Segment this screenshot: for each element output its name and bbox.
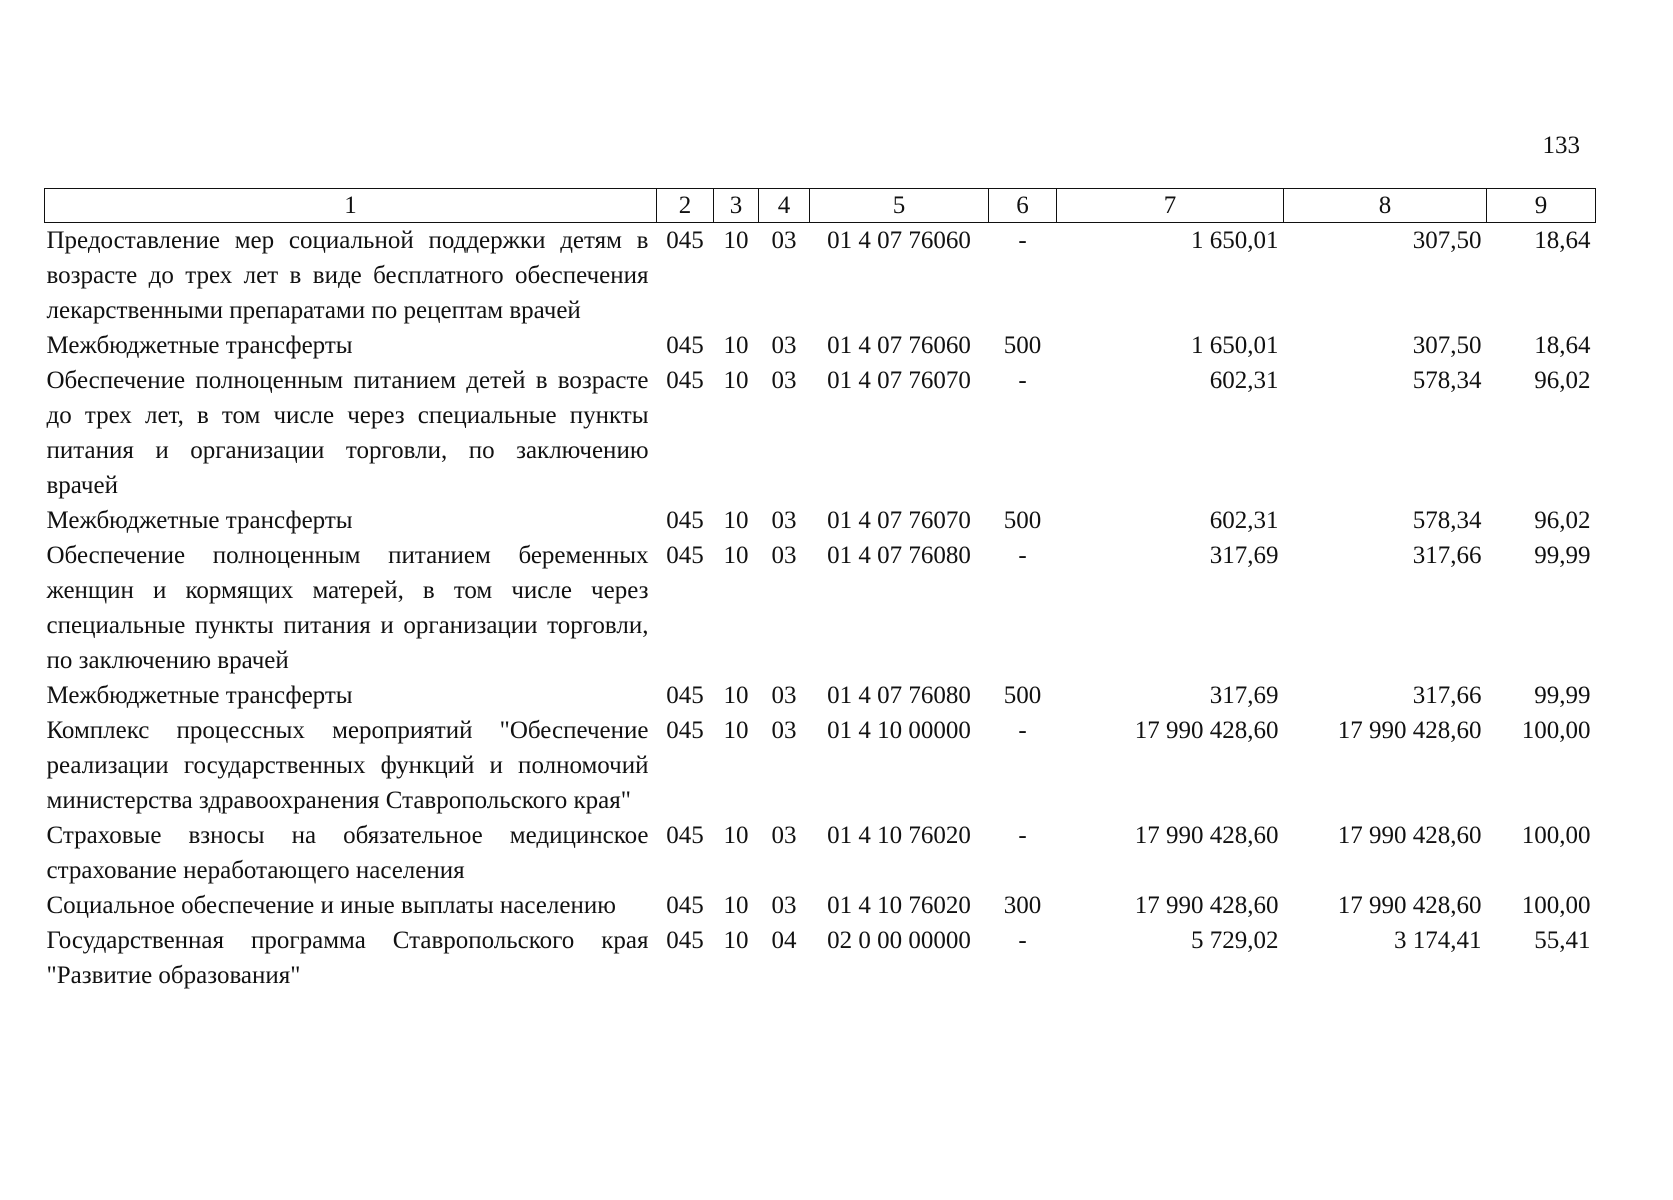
item-name-cell: Предоставление мер социальной поддержки детям в возрасте до трех лет в виде бесплатного обеспечения лекарственными препаратами по рецептам врачей bbox=[46, 227, 649, 324]
percent-cell: 99,99 bbox=[1534, 542, 1591, 569]
actual-amount-cell: 307,50 bbox=[1412, 332, 1482, 359]
item-name-cell: Межбюджетные трансферты bbox=[46, 332, 353, 359]
plan-amount-cell: 17 990 428,60 bbox=[1134, 892, 1279, 919]
actual-amount-cell: 17 990 428,60 bbox=[1337, 822, 1482, 849]
target-article-cell: 01 4 07 76060 bbox=[827, 227, 971, 254]
subsection-cell: 03 bbox=[771, 507, 797, 534]
expense-type-cell: 500 bbox=[1003, 507, 1042, 534]
code-cell: 045 bbox=[666, 927, 704, 954]
subsection-cell: 03 bbox=[771, 682, 797, 709]
section-cell: 10 bbox=[723, 542, 749, 569]
code-cell: 045 bbox=[666, 367, 704, 394]
target-article-cell: 01 4 07 76080 bbox=[827, 682, 971, 709]
percent-cell: 100,00 bbox=[1521, 892, 1591, 919]
item-name-cell: Комплекс процессных мероприятий "Обеспечение реализации государственных функций и полномочий министерства здравоохранения Ставропольского края" bbox=[46, 717, 649, 814]
budget-table bbox=[44, 188, 1596, 993]
percent-cell: 18,64 bbox=[1534, 332, 1591, 359]
code-cell: 045 bbox=[666, 682, 704, 709]
column-header: 5 bbox=[810, 189, 989, 223]
percent-cell: 99,99 bbox=[1534, 682, 1591, 709]
column-header: 7 bbox=[1057, 189, 1284, 223]
table-row bbox=[45, 363, 1596, 503]
header-row bbox=[45, 189, 1596, 223]
plan-amount-cell: 317,69 bbox=[1209, 682, 1279, 709]
subsection-cell: 04 bbox=[771, 927, 797, 954]
table-row bbox=[45, 538, 1596, 678]
subsection-cell: 03 bbox=[771, 367, 797, 394]
table-row bbox=[45, 223, 1596, 329]
code-cell: 045 bbox=[666, 892, 704, 919]
actual-amount-cell: 317,66 bbox=[1412, 682, 1482, 709]
subsection-cell: 03 bbox=[771, 892, 797, 919]
table-row bbox=[45, 678, 1596, 713]
item-name-cell: Страховые взносы на обязательное медицинское страхование неработающего населения bbox=[46, 822, 649, 884]
percent-cell: 100,00 bbox=[1521, 717, 1591, 744]
column-header: 8 bbox=[1284, 189, 1487, 223]
section-cell: 10 bbox=[723, 507, 749, 534]
column-header: 6 bbox=[989, 189, 1057, 223]
section-cell: 10 bbox=[723, 717, 749, 744]
code-cell: 045 bbox=[666, 822, 704, 849]
percent-cell: 96,02 bbox=[1534, 507, 1591, 534]
column-header: 4 bbox=[759, 189, 810, 223]
actual-amount-cell: 317,66 bbox=[1412, 542, 1482, 569]
table-row bbox=[45, 713, 1596, 818]
actual-amount-cell: 578,34 bbox=[1412, 367, 1482, 394]
column-header: 2 bbox=[657, 189, 714, 223]
plan-amount-cell: 1 650,01 bbox=[1191, 332, 1279, 359]
item-name-cell: Межбюджетные трансферты bbox=[46, 682, 353, 709]
section-cell: 10 bbox=[723, 227, 749, 254]
target-article-cell: 01 4 07 76070 bbox=[827, 507, 971, 534]
target-article-cell: 01 4 07 76080 bbox=[827, 542, 971, 569]
actual-amount-cell: 17 990 428,60 bbox=[1337, 717, 1482, 744]
expense-type-cell: - bbox=[1018, 542, 1027, 569]
target-article-cell: 01 4 07 76070 bbox=[827, 367, 971, 394]
expense-type-cell: - bbox=[1018, 227, 1027, 254]
code-cell: 045 bbox=[666, 717, 704, 744]
actual-amount-cell: 17 990 428,60 bbox=[1337, 892, 1482, 919]
table-body bbox=[45, 223, 1596, 994]
expense-type-cell: 500 bbox=[1003, 682, 1042, 709]
target-article-cell: 01 4 10 00000 bbox=[827, 717, 971, 744]
subsection-cell: 03 bbox=[771, 717, 797, 744]
section-cell: 10 bbox=[723, 682, 749, 709]
column-header: 3 bbox=[714, 189, 759, 223]
section-cell: 10 bbox=[723, 367, 749, 394]
section-cell: 10 bbox=[723, 892, 749, 919]
table-row bbox=[45, 503, 1596, 538]
section-cell: 10 bbox=[723, 822, 749, 849]
expense-type-cell: - bbox=[1018, 367, 1027, 394]
actual-amount-cell: 307,50 bbox=[1412, 227, 1482, 254]
table-row bbox=[45, 888, 1596, 923]
page-number: 133 bbox=[1542, 132, 1580, 159]
plan-amount-cell: 17 990 428,60 bbox=[1134, 822, 1279, 849]
plan-amount-cell: 1 650,01 bbox=[1191, 227, 1279, 254]
code-cell: 045 bbox=[666, 332, 704, 359]
target-article-cell: 01 4 10 76020 bbox=[827, 822, 971, 849]
section-cell: 10 bbox=[723, 927, 749, 954]
plan-amount-cell: 5 729,02 bbox=[1191, 927, 1279, 954]
target-article-cell: 01 4 07 76060 bbox=[827, 332, 971, 359]
item-name-cell: Государственная программа Ставропольского края "Развитие образования" bbox=[46, 927, 649, 989]
subsection-cell: 03 bbox=[771, 822, 797, 849]
percent-cell: 100,00 bbox=[1521, 822, 1591, 849]
column-header: 9 bbox=[1487, 189, 1596, 223]
expense-type-cell: - bbox=[1018, 717, 1027, 744]
code-cell: 045 bbox=[666, 542, 704, 569]
item-name-cell: Обеспечение полноценным питанием детей в возрасте до трех лет, в том числе через специальные пункты питания и организации торговли, по заключению врачей bbox=[46, 367, 649, 499]
table-row bbox=[45, 328, 1596, 363]
actual-amount-cell: 578,34 bbox=[1412, 507, 1482, 534]
percent-cell: 18,64 bbox=[1534, 227, 1591, 254]
code-cell: 045 bbox=[666, 507, 704, 534]
table-row bbox=[45, 923, 1596, 993]
expense-type-cell: 300 bbox=[1003, 892, 1042, 919]
expense-type-cell: 500 bbox=[1003, 332, 1042, 359]
subsection-cell: 03 bbox=[771, 542, 797, 569]
subsection-cell: 03 bbox=[771, 227, 797, 254]
percent-cell: 96,02 bbox=[1534, 367, 1591, 394]
plan-amount-cell: 17 990 428,60 bbox=[1134, 717, 1279, 744]
plan-amount-cell: 317,69 bbox=[1209, 542, 1279, 569]
item-name-cell: Социальное обеспечение и иные выплаты населению bbox=[46, 892, 616, 919]
item-name-cell: Межбюджетные трансферты bbox=[46, 507, 353, 534]
code-cell: 045 bbox=[666, 227, 704, 254]
target-article-cell: 02 0 00 00000 bbox=[827, 927, 971, 954]
column-header: 1 bbox=[45, 189, 657, 223]
subsection-cell: 03 bbox=[771, 332, 797, 359]
plan-amount-cell: 602,31 bbox=[1209, 507, 1279, 534]
percent-cell: 55,41 bbox=[1534, 927, 1591, 954]
item-name-cell: Обеспечение полноценным питанием беременных женщин и кормящих матерей, в том числе через специальные пункты питания и организации торговли, по заключению врачей bbox=[46, 542, 649, 674]
expense-type-cell: - bbox=[1018, 927, 1027, 954]
plan-amount-cell: 602,31 bbox=[1209, 367, 1279, 394]
target-article-cell: 01 4 10 76020 bbox=[827, 892, 971, 919]
expense-type-cell: - bbox=[1018, 822, 1027, 849]
table-row bbox=[45, 818, 1596, 888]
section-cell: 10 bbox=[723, 332, 749, 359]
actual-amount-cell: 3 174,41 bbox=[1394, 927, 1482, 954]
